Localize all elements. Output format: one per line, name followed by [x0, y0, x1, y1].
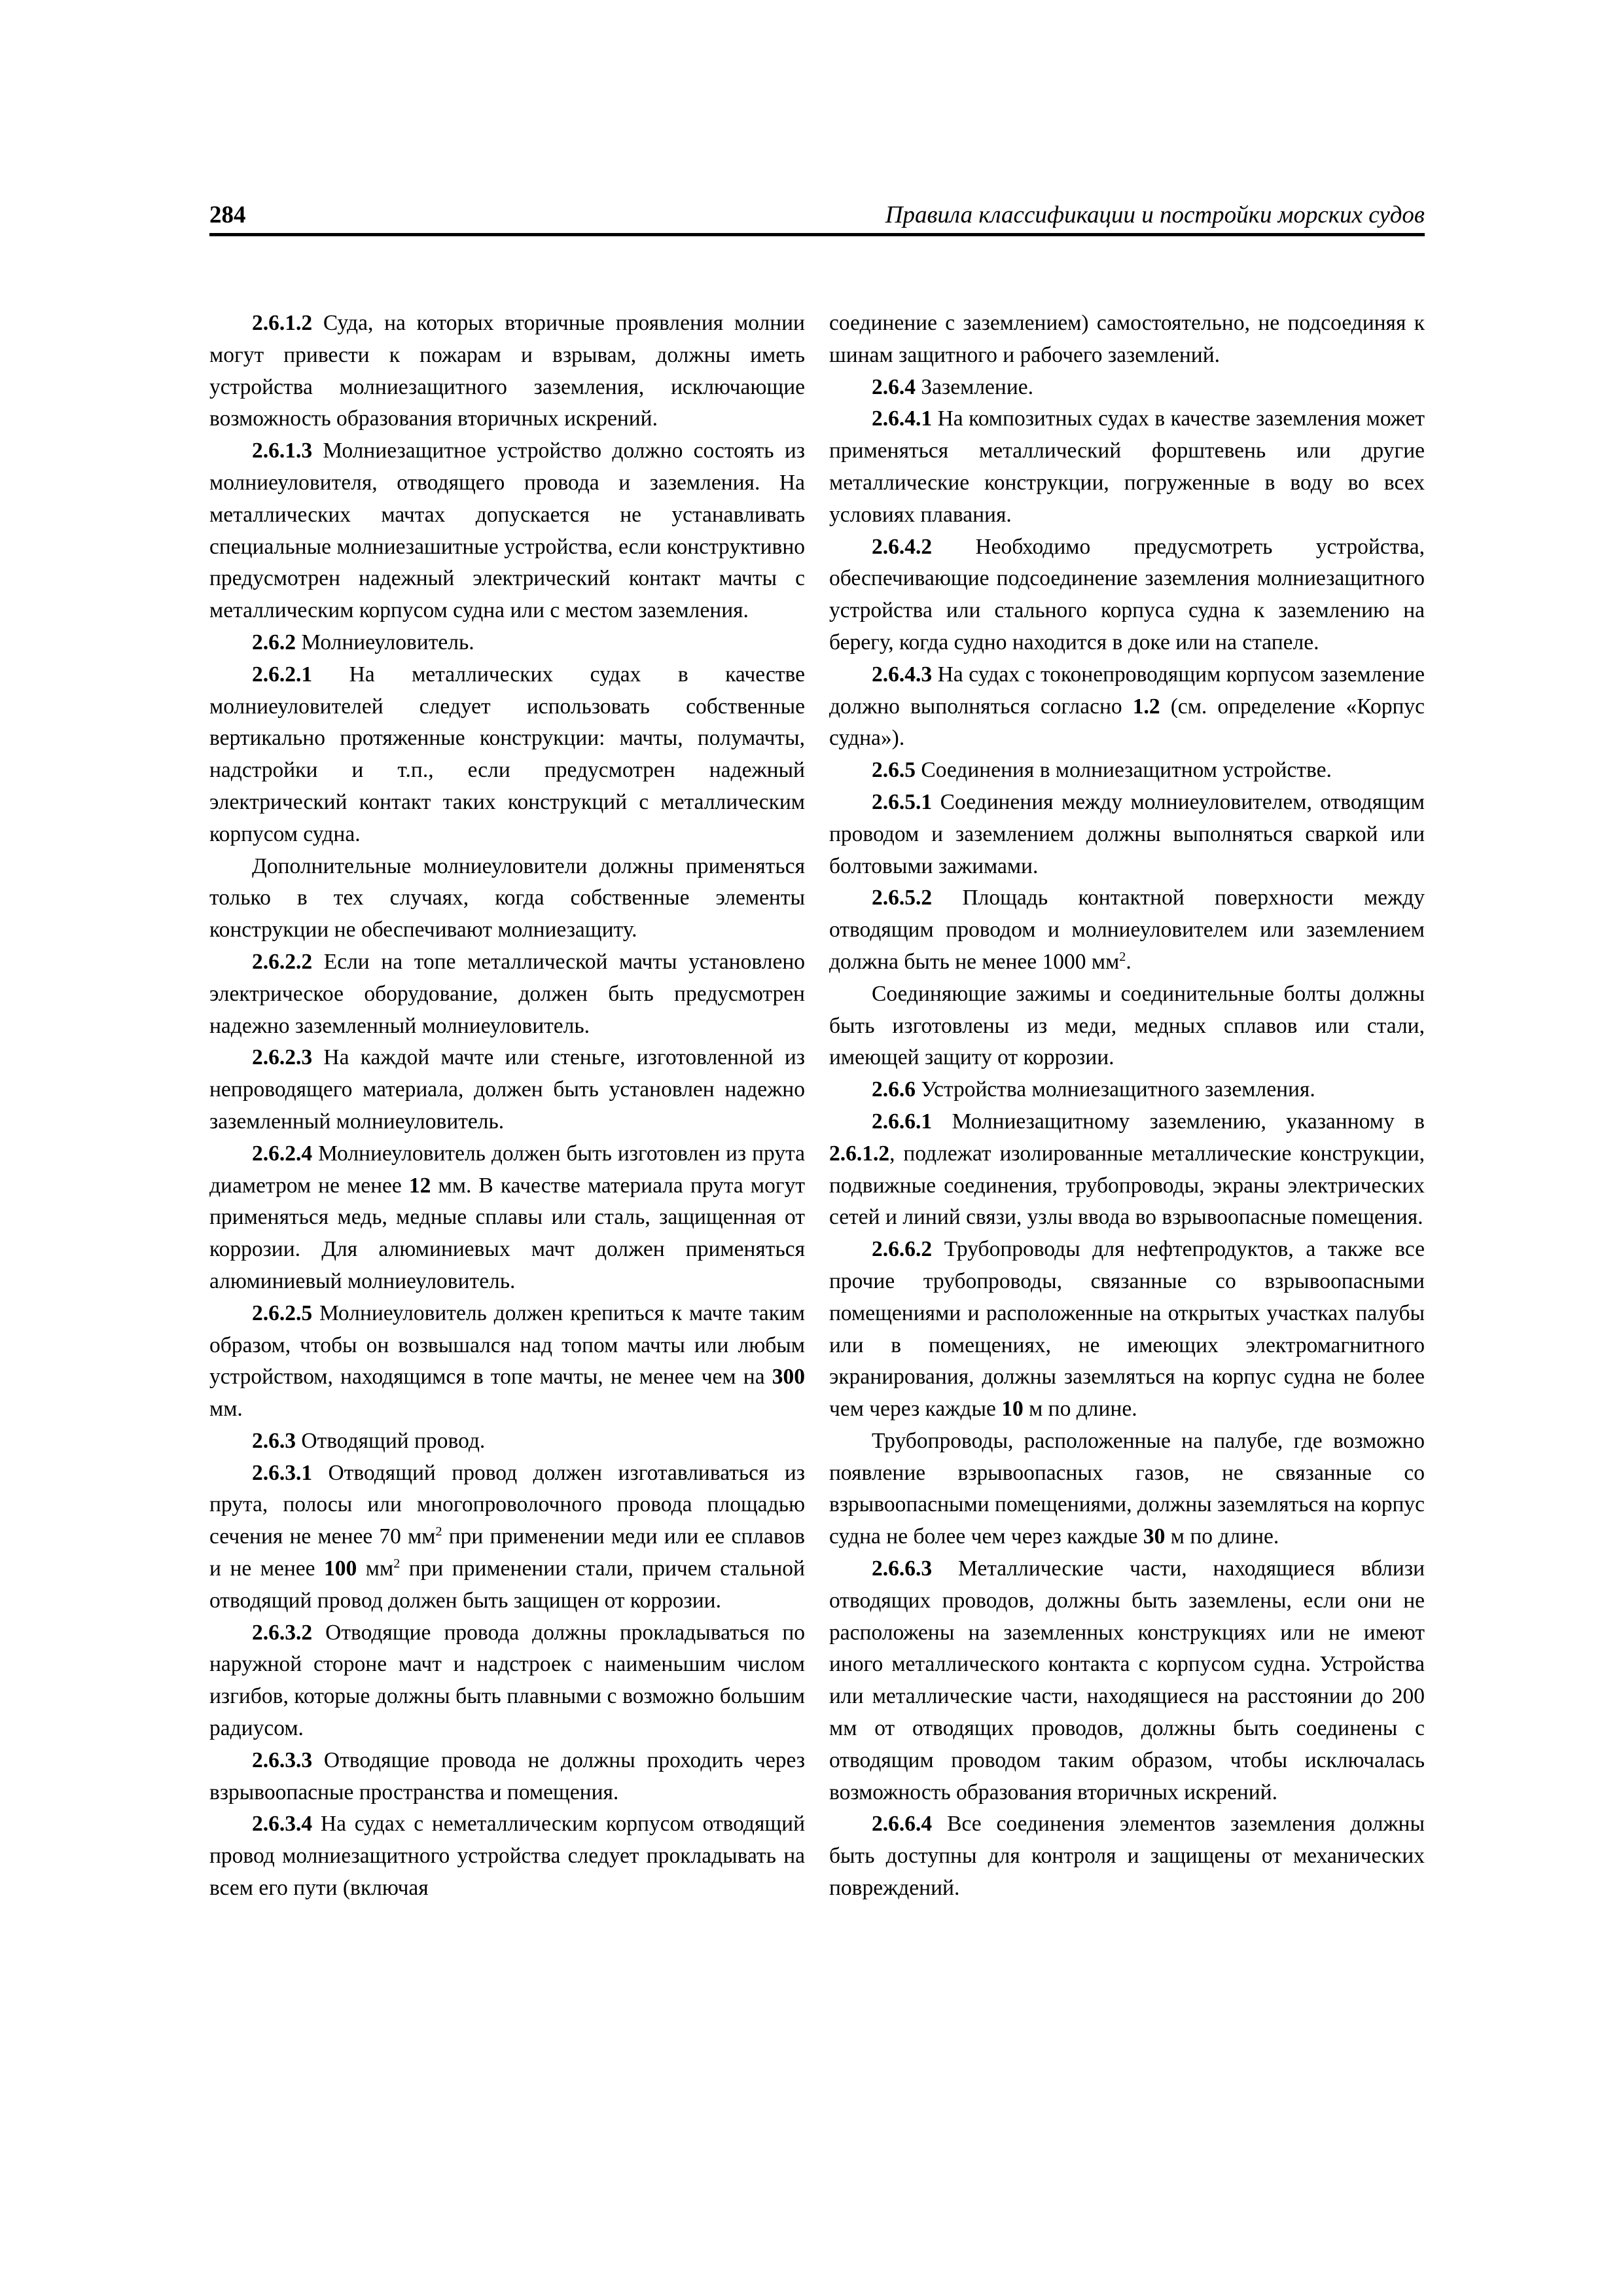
running-title: Правила классификации и постройки морских судов: [885, 202, 1425, 228]
paragraph-2-6-2-5: 2.6.2.5 Молниеуловитель должен крепиться к мачте таким образом, чтобы он возвышался над топом мачты или любым устройством, находящимся в топе мачты, не менее чем на 300 мм.: [209, 1300, 805, 1422]
heading-2-6-4: 2.6.4 Заземление.: [872, 374, 1034, 399]
page-number: 284: [209, 202, 246, 228]
paragraph-2-6-2-1: 2.6.2.1 На металлических судах в качестве молниеуловителей следует использовать собственные вертикально протяженные конструкции: мачты, полумачты, надстройки и т.п., если предусмотрен надежный электрический контакт таких конструкций с металлическим корпусом судна.: [209, 662, 805, 846]
paragraph-2-6-6-4: 2.6.6.4 Все соединения элементов заземления должны быть доступны для контроля и защищены от механических повреждений.: [829, 1812, 1425, 1901]
paragraph-deck-pipelines: Трубопроводы, расположенные на палубе, где возможно появление взрывоопасных газов, не связанные со взрывоопасными помещениями, должны заземляться на корпус судна не более чем через каждые 30 м по длине.: [829, 1428, 1425, 1549]
paragraph-clamps-and-bolts: Соединяющие зажимы и соединительные болты должны быть изготовлены из меди, медных сплавов или стали, имеющей защиту от коррозии.: [829, 981, 1425, 1070]
header-rule: [209, 233, 1425, 236]
paragraph-2-6-3-3: 2.6.3.3 Отводящие провода не должны проходить через взрывоопасные пространства и помещения.: [209, 1748, 805, 1804]
paragraph-2-6-6-2: 2.6.6.2 Трубопроводы для нефтепродуктов, а также все прочие трубопроводы, связанные со взрывоопасными помещениями и расположенные на открытых участках палубы или в помещениях, не имеющих электромагнитного экранирования, должны заземляться на корпус судна не более чем через каждые 10 м по длине.: [829, 1237, 1425, 1422]
paragraph-2-6-2-3: 2.6.2.3 На каждой мачте или стеньге, изготовленной из непроводящего материала, должен быть установлен надежно заземленный молниеуловитель.: [209, 1045, 805, 1134]
heading-2-6-2: 2.6.2 Молниеуловитель.: [252, 630, 474, 655]
paragraph-2-6-4-3: 2.6.4.3 На судах с токонепроводящим корпусом заземление должно выполняться согласно 1.2 (см. определение «Корпус судна»).: [829, 662, 1425, 751]
paragraph-2-6-3-4: 2.6.3.4 На судах с неметаллическим корпусом отводящий провод молниезащитного устройства следует прокладывать на всем его пути (включая: [209, 1812, 805, 1901]
paragraph-2-6-2-4: 2.6.2.4 Молниеуловитель должен быть изготовлен из прута диаметром не менее 12 мм. В качестве материала прута могут применяться медь, медные сплавы или сталь, защищенная от коррозии. Для алюминиевых мачт должен применяться алюминиевый молниеуловитель.: [209, 1141, 805, 1293]
paragraph-2-6-1-2: 2.6.1.2 Суда, на которых вторичные проявления молнии могут привести к пожарам и взрывам, должны иметь устройства молниезащитного заземления, исключающие возможность образования вторичных искрений.: [209, 311, 805, 431]
paragraph-2-6-1-3: 2.6.1.3 Молниезащитное устройство должно состоять из молниеуловителя, отводящего провода и заземления. На металлических мачтах допускается не устанавливать специальные молниезашитные устройства, если конструктивно предусмотрен надежный электрический контакт мачты с металлическим корпусом судна или с местом заземления.: [209, 439, 805, 623]
paragraph-2-6-2-2: 2.6.2.2 Если на топе металлической мачты установлено электрическое оборудование, должен быть предусмотрен надежно заземленный молниеуловитель.: [209, 949, 805, 1038]
paragraph-2-6-6-3: 2.6.6.3 Металлические части, находящиеся вблизи отводящих проводов, должны быть заземлены, если они не расположены на заземленных конструкциях или не имеют иного металлического контакта с корпусом судна. Устройства или металлические части, находящиеся на расстоянии до 200 мм от отводящих проводов, должны быть соединены с отводящим проводом таким образом, чтобы исключалась возможность образования вторичных искрений.: [829, 1556, 1425, 1804]
paragraph-2-6-6-1: 2.6.6.1 Молниезащитному заземлению, указанному в 2.6.1.2, подлежат изолированные металлические конструкции, подвижные соединения, трубопроводы, экраны электрических сетей и линий связи, узлы ввода во взрывоопасные помещения.: [829, 1109, 1425, 1230]
paragraph-2-6-4-1: 2.6.4.1 На композитных судах в качестве заземления может применяться металлический форштевень или другие металлические конструкции, погруженные в воду во всех условиях плавания.: [829, 406, 1425, 527]
heading-2-6-6: 2.6.6 Устройства молниезащитного заземления.: [872, 1077, 1315, 1102]
right-column: [829, 308, 1425, 1905]
paragraph-2-6-5-1: 2.6.5.1 Соединения между молниеуловителем, отводящим проводом и заземлением должны выполняться сваркой или болтовыми зажимами.: [829, 789, 1425, 878]
heading-2-6-3: 2.6.3 Отводящий провод.: [252, 1428, 486, 1453]
paragraph-additional-lightning-rods: Дополнительные молниеуловители должны применяться только в тех случаях, когда собственные элементы конструкции не обеспечивают молниезащиту.: [209, 853, 805, 942]
left-column: [209, 308, 805, 1905]
heading-2-6-5: 2.6.5 Соединения в молниезащитном устройстве.: [872, 758, 1332, 783]
paragraph-2-6-4-2: 2.6.4.2 Необходимо предусмотреть устройства, обеспечивающие подсоединение заземления молниезащитного устройства или стального корпуса судна к заземлению на берегу, когда судно находится в доке или на стапеле.: [829, 534, 1425, 655]
paragraph-2-6-5-2: 2.6.5.2 Площадь контактной поверхности между отводящим проводом и молниеуловителем или заземлением должна быть не менее 1000 $мм^2$.: [829, 886, 1425, 974]
paragraph-2-6-3-2: 2.6.3.2 Отводящие провода должны прокладываться по наружной стороне мачт и надстроек с наименьшим числом изгибов, которые должны быть плавными с возможно большим радиусом.: [209, 1620, 805, 1741]
paragraph-2-6-3-1: 2.6.3.1 Отводящий провод должен изготавливаться из прута, полосы или многопроволочного провода площадью сечения не менее 70 $мм^2$ при применении меди или ее сплавов и не менее 100 $мм^2$ при применении стали, причем стальной отводящий провод должен быть защищен от коррозии.: [209, 1460, 805, 1613]
paragraph-2-6-3-4-continued: соединение с заземлением) самостоятельно, не подсоединяя к шинам защитного и рабочего заземлений.: [829, 311, 1425, 367]
page-header: [209, 196, 1425, 233]
